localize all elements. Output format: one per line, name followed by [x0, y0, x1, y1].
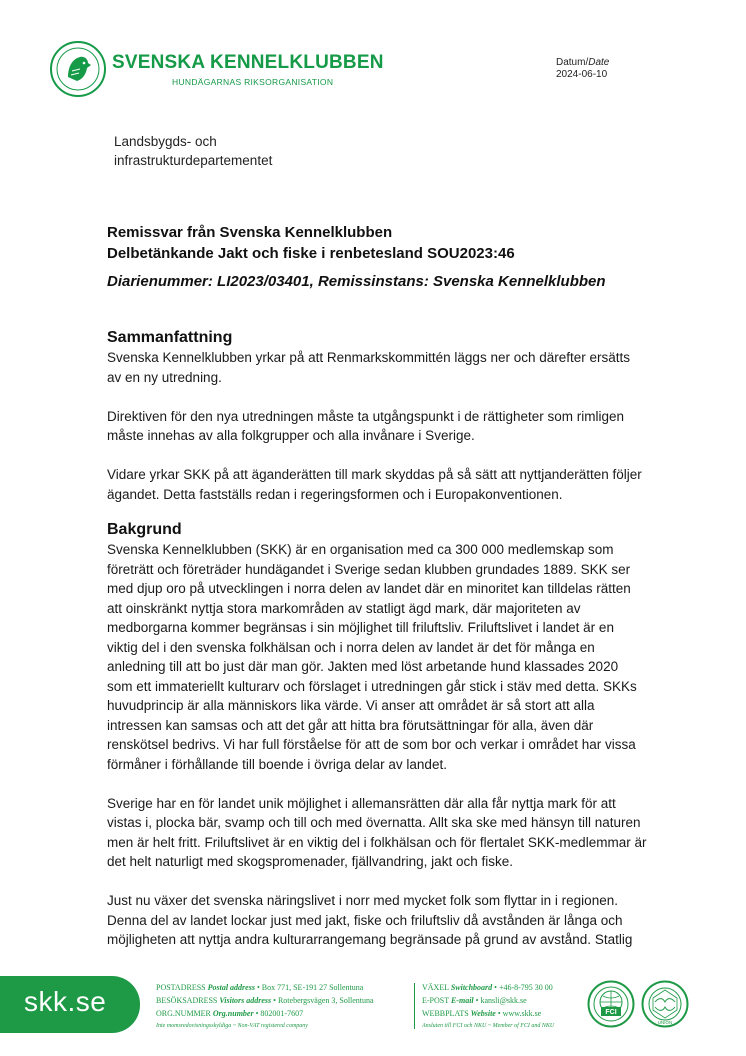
summary-paragraph: Svenska Kennelklubben yrkar på att Renmarkskommittén läggs ner och därefter ersätts av en ny utredning. [107, 350, 631, 385]
switchboard-label: VÄXEL [422, 983, 449, 992]
org-name: SVENSKA KENNELKLUBBEN [112, 52, 384, 73]
website-label-en: Website [470, 1009, 496, 1018]
visit-value: Rotebergsvägen 3, Sollentuna [277, 996, 374, 1005]
summary-paragraph: Vidare yrkar SKK på att äganderätten till mark skyddas på så sätt att nyttjanderätten följer ägandet. Detta fastställs redan i regeringsformen och i Europakonventionen. [107, 467, 642, 502]
nku-text: UNION [657, 1020, 673, 1025]
footer-contact-column: VÄXEL Switchboard • +46-8-795 30 00 E-POST E-mail • kansli@skk.se WEBBPLATS Website • www.skk.se Ansluten till FCI och NKU ~ Member of FCI and NKU [422, 981, 554, 1033]
nku-logo-icon [641, 980, 689, 1028]
email-label-en: E-mail [450, 996, 474, 1005]
diary-number: Diarienummer: LI2023/03401, Remissinstans: Svenska Kennelklubben [107, 273, 606, 290]
website-link[interactable]: www.skk.se [502, 1009, 542, 1018]
email-link[interactable]: kansli@skk.se [480, 996, 527, 1005]
switchboard-label-en: Switchboard [450, 983, 493, 992]
postal-label: POSTADRESS [156, 983, 206, 992]
switchboard-value: +46-8-795 30 00 [498, 983, 553, 992]
summary-paragraph: Direktiven för den nya utredningen måste ta utgångspunkt i de rättigheter som rimligen måste innehas av alla folkgrupper och alla invånare i Sverige. [107, 408, 625, 443]
skk-logo-icon [50, 41, 106, 97]
website-label: WEBBPLATS [422, 1009, 469, 1018]
recipient-line-1: Landsbygds- och [114, 134, 217, 149]
recipient [114, 132, 272, 170]
date-label-en: Date [588, 57, 610, 68]
org-subtitle: HUNDÄGARNAS RIKSORGANISATION [172, 77, 334, 87]
background-heading: Bakgrund [107, 521, 182, 538]
fci-logo-icon [587, 980, 635, 1028]
date-block [556, 57, 609, 81]
footer-divider [414, 983, 415, 1029]
document-subtitle: Delbetänkande Jakt och fiske i renbetesland SOU2023:46 [107, 245, 515, 262]
org-number-label-en: Org.number [212, 1009, 254, 1018]
summary-heading: Sammanfattning [107, 329, 233, 346]
vat-note: Inte momsredovisningsskyldiga ~ Non-VAT registered company [156, 1023, 308, 1029]
org-number-value: 802001-7607 [260, 1009, 304, 1018]
visit-label-en: Visitors address [219, 996, 272, 1005]
email-label: E-POST [422, 996, 449, 1005]
date-value: 2024-06-10 [556, 69, 608, 80]
postal-value: Box 771, SE-191 27 Sollentuna [261, 983, 364, 992]
postal-label-en: Postal address [207, 983, 255, 992]
background-paragraph: Svenska Kennelklubben (SKK) är en organisation med ca 300 000 medlemskap som företrätt och företräder hundägandet i Sverige sedan klubben grundades 1889. SKK ser med djup oro på utvecklingen i norra delen av landet där en minoritet kan tilldelas rätten att oinskränkt nyttja stora markområden av statligt ägd mark, där majoriteten av medborgarna kommer begränsas i sin möjlighet till friluftsliv. Friluftslivet i landet är en viktig del i den svenska folkhälsan och i norra delen av landet är det för många en anledning till att bo just där man gör. Jakten med löst arbetande hund klassades 2020 som ett immateriellt kulturarv och förslaget i utredningen går stick i stäv med detta. SKKs huvudprincip är alla människors lika värde. Vi anser att området är så stort att alla intressen kan samsas och att det går att hitta bra förutsättningar för alla, även där renskötsel bedrivs. Vi har full förståelse för att de som bor och verkar i området har vissa förmåner i förhållande till boende i övriga delar av landet. [107, 542, 637, 772]
footer-website-big[interactable]: skk.se [24, 986, 107, 1017]
background-paragraph: Just nu växer det svenska näringslivet i norr med mycket folk som flyttar in i regionen. Denna del av landet lockar just med jakt, fiske och friluftsliv då avstånden är långa och möjligheten att nyttja andra kulturarrangemang begränsade på grund av avstånd. Statlig [107, 893, 633, 947]
org-number-label: ORG.NUMMER [156, 1009, 211, 1018]
document-titles [107, 222, 515, 264]
background-paragraph: Sverige har en för landet unik möjlighet i allemansrätten där alla får nyttja mark för att vistas i, plocka bär, svamp och till och med övernatta. Allt ska ske med hänsyn till naturen men är helt fritt. Friluftslivet är en viktig del i folkhälsan och för flertalet SKK-medlemmar är det helt naturligt med skogspromenader, fjällvandring, jakt och fiske. [107, 795, 647, 869]
membership-note: Ansluten till FCI och NKU ~ Member of FCI and NKU [422, 1023, 555, 1029]
footer-address-column: POSTADRESS Postal address • Box 771, SE-191 27 Sollentuna BESÖKSADRESS Visitors address • Rotebergsvägen 3, Sollentuna ORG.NUMMER Org.number • 802001-7607 Inte momsredovisningsskyldiga ~ Non-VAT registered company [156, 981, 374, 1033]
visit-label: BESÖKSADRESS [156, 996, 218, 1005]
document-title: Remissvar från Svenska Kennelklubben [107, 224, 393, 241]
fci-text: FCI [605, 1009, 617, 1016]
document-body [107, 328, 647, 969]
recipient-line-2: infrastrukturdepartementet [114, 153, 273, 168]
date-label: Datum/ [556, 57, 589, 68]
